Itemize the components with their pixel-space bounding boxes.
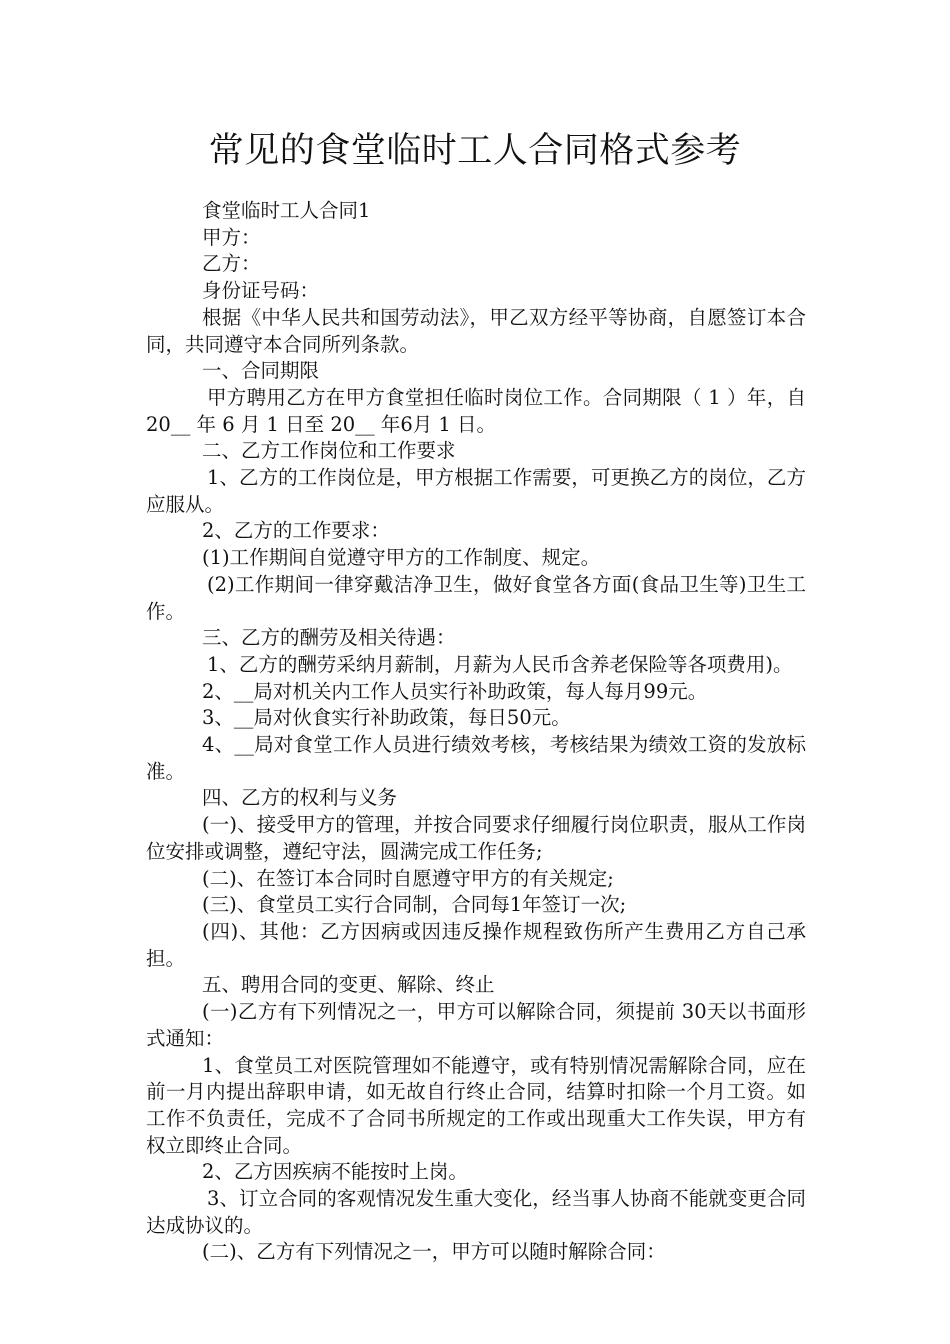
contract-heading: 食堂临时工人合同1 <box>202 199 371 222</box>
document-body <box>146 198 813 1266</box>
section-heading: 三、乙方的酬劳及相关待遇： <box>202 626 456 650</box>
clause-paragraph: 3、__局对伙食实行补助政策，每日50元。 <box>202 706 571 730</box>
clause-paragraph: 2、乙方因疾病不能按时上岗。 <box>202 1160 468 1184</box>
clause-paragraph: (一)乙方有下列情况之一，甲方可以解除合同，须提前 30天以书面形式通知： <box>146 1000 806 1050</box>
party-b-line: 乙方： <box>202 252 261 276</box>
id-number-line: 身份证号码： <box>202 279 320 303</box>
section-heading: 四、乙方的权利与义务 <box>202 786 398 810</box>
clause-paragraph: (二)、在签订本合同时自愿遵守甲方的有关规定; <box>202 866 614 890</box>
section-heading: 二、乙方工作岗位和工作要求 <box>202 439 456 463</box>
clause-paragraph: 1、食堂员工对医院管理如不能遵守，或有特别情况需解除合同，应在前一月内提出辞职申请，如无故自行终止合同，结算时扣除一个月工资。如工作不负责任，完成不了合同书所规定的工作或出现重大工作失误，甲方有权立即终止合同。 <box>146 1053 806 1157</box>
clause-paragraph: 1、乙方的工作岗位是，甲方根据工作需要，可更换乙方的岗位，乙方应服从。 <box>146 466 806 516</box>
party-a-line: 甲方： <box>202 225 261 249</box>
clause-paragraph: 3、订立合同的客观情况发生重大变化，经当事人协商不能就变更合同达成协议的。 <box>146 1187 806 1237</box>
clause-paragraph: 2、__局对机关内工作人员实行补助政策，每人每月99元。 <box>202 679 708 703</box>
clause-paragraph: (三)、食堂员工实行合同制，合同每1年签订一次; <box>202 893 627 917</box>
clause-paragraph: (1)工作期间自觉遵守甲方的工作制度、规定。 <box>202 546 601 570</box>
clause-paragraph: 4、__局对食堂工作人员进行绩效考核，考核结果为绩效工资的发放标准。 <box>146 733 806 783</box>
clause-paragraph: (一)、接受甲方的管理，并按合同要求仔细履行岗位职责，服从工作岗位安排或调整，遵纪守法，圆满完成工作任务; <box>146 813 806 863</box>
preamble-paragraph: 根据《中华人民共和国劳动法》，甲乙双方经平等协商，自愿签订本合同，共同遵守本合同所列条款。 <box>146 305 806 356</box>
clause-paragraph: (四)、其他：乙方因病或因违反操作规程致伤所产生费用乙方自己承担。 <box>146 919 806 970</box>
document-title: 常见的食堂临时工人合同格式参考 <box>208 131 742 171</box>
section-heading: 一、合同期限 <box>202 359 320 383</box>
clause-paragraph: 甲方聘用乙方在甲方食堂担任临时岗位工作。合同期限（ 1 ）年，自 20__ 年 6 月 1 日至 20__ 年6月 1 日。 <box>146 385 813 436</box>
clause-paragraph: (2)工作期间一律穿戴洁净卫生，做好食堂各方面(食品卫生等)卫生工作。 <box>146 572 806 623</box>
clause-paragraph: 1、乙方的酬劳采纳月薪制，月薪为人民币含养老保险等各项费用)。 <box>207 652 793 676</box>
section-heading: 五、聘用合同的变更、解除、终止 <box>202 973 495 997</box>
clause-paragraph: (二)、乙方有下列情况之一，甲方可以随时解除合同： <box>202 1240 666 1264</box>
clause-paragraph: 2、乙方的工作要求： <box>202 519 390 543</box>
